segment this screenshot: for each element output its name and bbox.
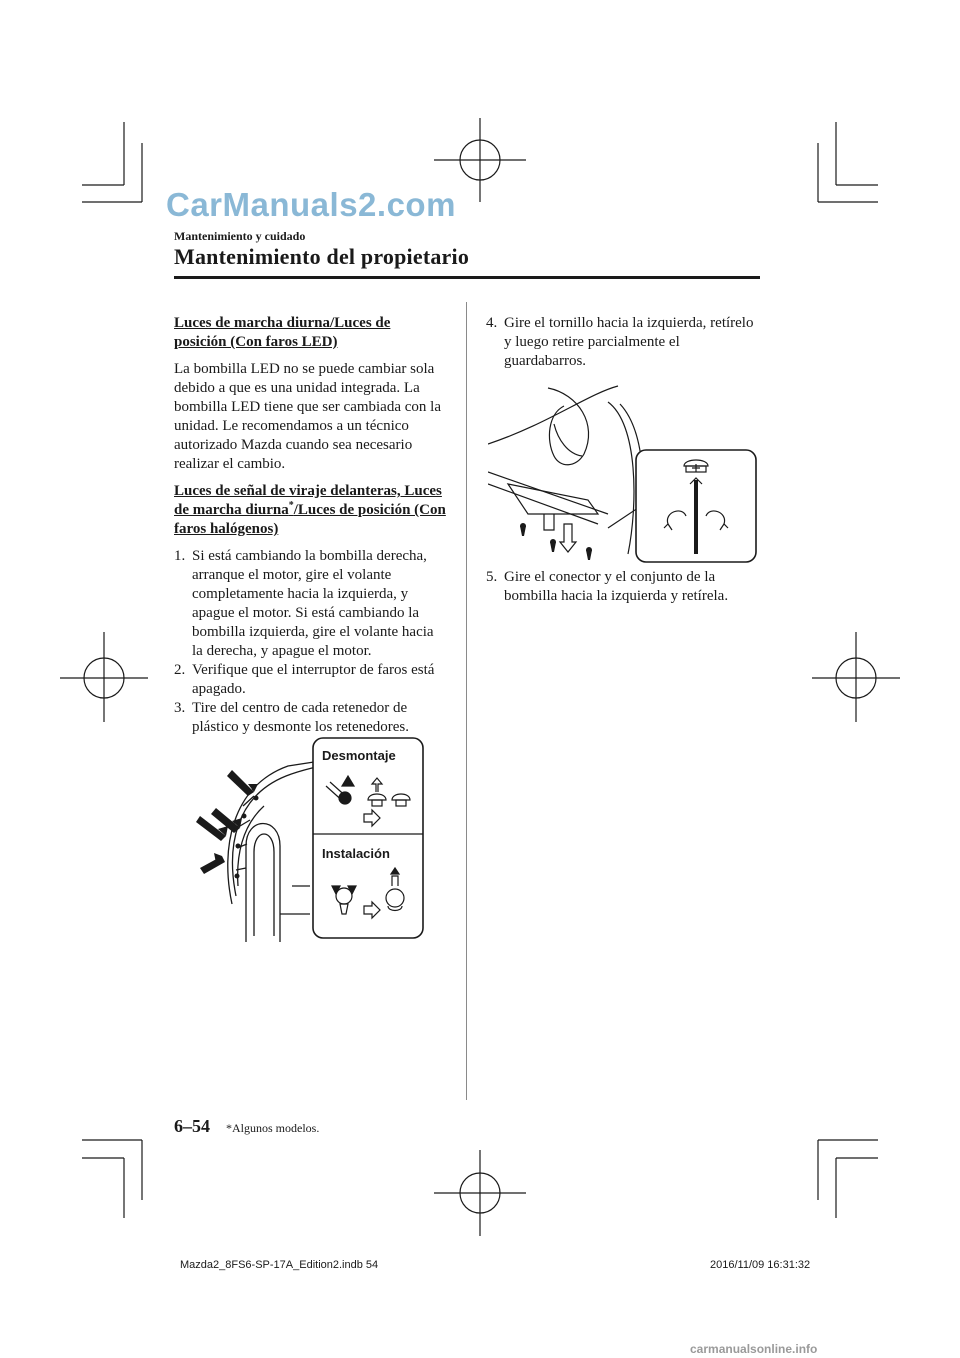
heading-halogen	[174, 482, 446, 539]
site-watermark: carmanualsonline.info	[690, 1342, 818, 1356]
steps-list-right-top	[486, 314, 761, 371]
step-text: Verifique que el interruptor de faros está apagado.	[192, 662, 435, 697]
step-item	[486, 314, 761, 371]
retainer-illustration	[196, 736, 426, 942]
step-text: Gire el tornillo hacia la izquierda, retírelo y luego retire parcialmente el guardabarros.	[504, 315, 754, 369]
section-label: Mantenimiento y cuidado	[174, 229, 306, 243]
watermark-logo: CarManuals2.com	[166, 186, 456, 223]
heading-halogen-part1: Luces de señal de viraje delanteras, Luces de marcha diurna	[174, 483, 442, 518]
step-number: 2.	[174, 662, 186, 678]
step-number: 4.	[486, 315, 498, 331]
right-column-lower	[486, 568, 761, 614]
paragraph-led: La bombilla LED no se puede cambiar sola debido a que es una unidad integrada. La bombilla LED tiene que ser cambiada con la unidad. Le recomendamos a un técnico autorizado Mazda cuando sea necesario realizar el cambio.	[174, 361, 441, 472]
screw-illustration	[488, 384, 758, 566]
right-column	[486, 314, 761, 379]
step-text: Si está cambiando la bombilla derecha, arranque el motor, gire el volante completamente hacia la izquierda, y apague el motor. Si está cambiando la bombilla izquierda, gire el volante hacia la derecha, y apague el motor.	[192, 548, 434, 659]
label-installation: Instalación	[322, 846, 390, 861]
header-rule	[174, 276, 760, 279]
step-item	[174, 547, 446, 661]
page-number: 6–54	[174, 1116, 210, 1136]
file-info: Mazda2_8FS6-SP-17A_Edition2.indb 54	[180, 1259, 379, 1271]
step-item	[486, 568, 761, 606]
label-removal: Desmontaje	[322, 748, 396, 763]
footnote: *Algunos modelos.	[226, 1121, 320, 1135]
asterisk-mark: *	[288, 500, 294, 511]
steps-list-right-bottom	[486, 568, 761, 606]
step-item	[174, 699, 446, 737]
step-number: 5.	[486, 569, 498, 585]
step-number: 1.	[174, 548, 186, 564]
heading-led: Luces de marcha diurna/Luces de posición (Con faros LED)	[174, 315, 391, 350]
step-number: 3.	[174, 700, 186, 716]
page-title: Mantenimiento del propietario	[174, 244, 470, 269]
step-item	[174, 661, 446, 699]
column-divider	[466, 302, 467, 1100]
step-text: Gire el conector y el conjunto de la bombilla hacia la izquierda y retírela.	[504, 569, 729, 604]
steps-list-left	[174, 547, 446, 737]
heading-halogen-part2: /Luces de posición (Con faros halógenos)	[174, 502, 446, 537]
print-date: 2016/11/09 16:31:32	[710, 1259, 811, 1271]
left-column	[174, 314, 446, 745]
step-text: Tire del centro de cada retenedor de plástico y desmonte los retenedores.	[192, 700, 410, 735]
